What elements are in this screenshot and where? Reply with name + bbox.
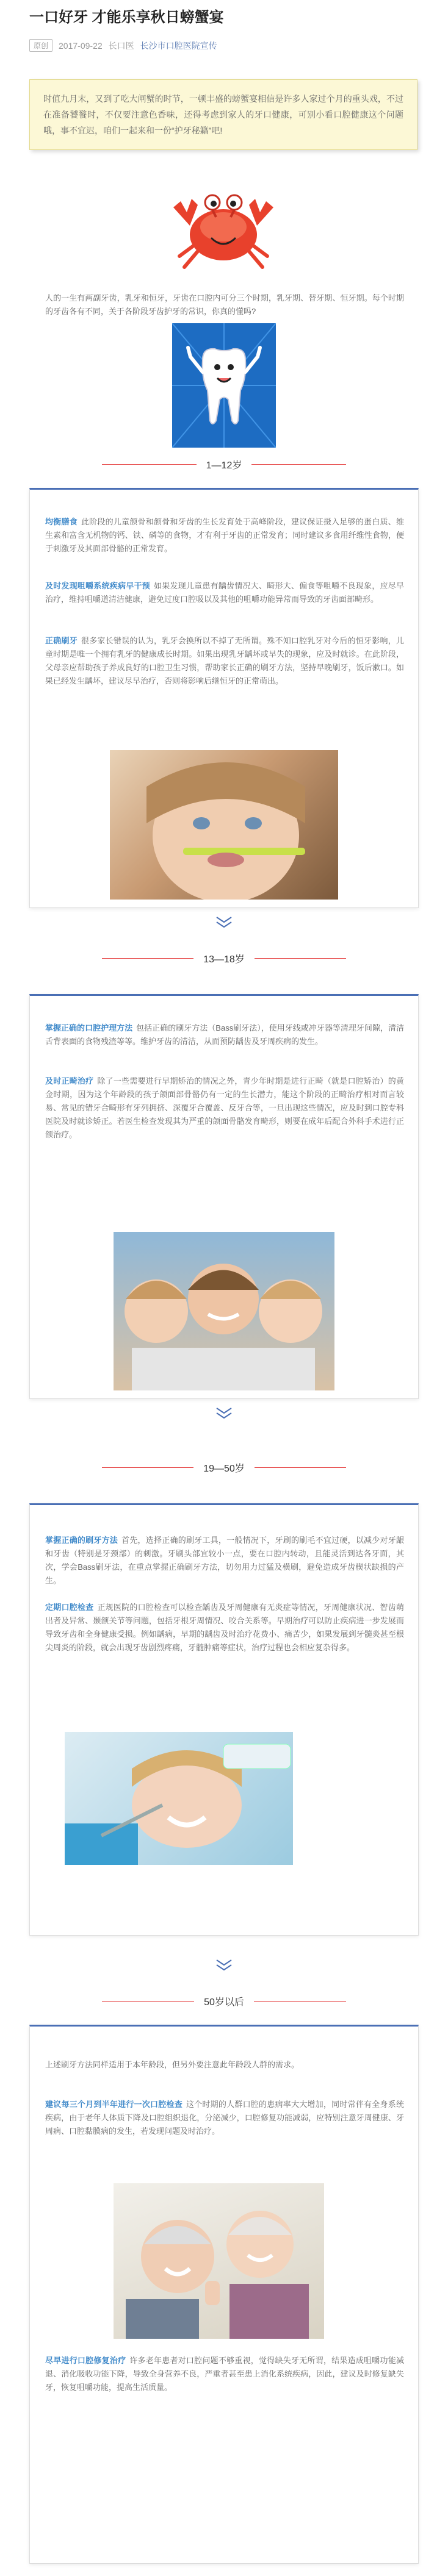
- section-4-para-2: 建议每三个月到半年进行一次口腔检查 这个时期的人群口腔的患病率大大增加，同时常伴有全身系统疾病，由于老年人体质下降及口腔组织退化，分泌减少，口腔修复功能减弱，应特别注意牙周健康、牙周病、口腔黏膜病的发生，若发现问题及时治疗。: [45, 2100, 404, 2136]
- section-4-para-3: 尽早进行口腔修复治疗 许多老年患者对口腔问题不够重视，觉得缺失牙无所谓，结果造成咀嚼功能减退、消化吸收功能下降，导致全身营养不良，严重者甚至患上消化系统疾病，因此，建议及时修复缺失牙，恢复咀嚼功能，提高生活质量。: [45, 2356, 404, 2392]
- section-1-para-3: 正确刷牙 很多家长错误的认为，乳牙会换所以不掉了无所谓。殊不知口腔乳牙对今后的恒牙影响，儿童时期是唯一个拥有乳牙的健康成长时期。如果出现乳牙龋坏或早失的现象，应及时就诊。在此阶段，父母亲应帮助孩子养成良好的口腔卫生习惯，帮助家长正确的刷牙方法，坚持早晚刷牙，饭后漱口。如果已经发生龋坏，建议尽早治疗，否则将影响后继恒牙的正常萌出。: [45, 636, 404, 685]
- tooth-icon: [172, 323, 276, 448]
- article-title: 一口好牙 才能乐享秋日螃蟹宴: [29, 9, 224, 26]
- section-2-para-1: 掌握正确的口腔护理方法 包括正确的刷牙方法（Bass刷牙法），使用牙线或冲牙器等清理牙间隙，清洁舌背表面的食物残渣等等。维护牙齿的清洁，从而预防龋齿及牙周疾病的发生。: [45, 1023, 404, 1046]
- stage-header-4: 50岁以后: [0, 1994, 448, 2008]
- chevron-down-icon: [213, 1958, 235, 1972]
- account-link[interactable]: 长沙市口腔医院宣传: [140, 40, 217, 51]
- stage-header-3: 19—50岁: [0, 1461, 448, 1475]
- section-2-para-2: 及时正畸治疗 除了一些需要进行早期矫治的情况之外，青少年时期是进行正畸（就是口腔矫治）的黄金时期，因为这个年龄段的孩子颌面部骨骼仍有一定的生长潜力，能这个阶段的正畸治疗相对而言较易、常见的错牙合畸形有牙列拥挤、深覆牙合覆盖、反牙合等，一旦出现这些情况，应及时到口腔专科医院及时就诊矫正。若医生检查发现其为严重的颌面骨骼发育畸形，则要在成年后配合外科手术进行正颌治疗。: [45, 1076, 404, 1139]
- section-3-para-2: 定期口腔检查 正规医院的口腔检查可以检查龋齿及牙周健康有无炎症等情况，牙周健康状况、智齿萌出者及异常、颞颌关节等问题，包括牙根牙周情况、咬合关系等。早期治疗可以防止疾病进一步发展而导致牙齿和全身健康受损。例如龋病，早期的龋齿及时治疗花费小、痛苦少，如果发展到牙髓炎甚至根尖周炎的阶段，就会出现牙齿剧烈疼痛，牙髓肿痛等症状，治疗过程也会相应复杂得多。: [45, 1603, 404, 1652]
- original-badge: 原创: [29, 39, 52, 52]
- notice-box: 时值九月末，又到了吃大闸蟹的时节，一顿丰盛的螃蟹宴相信是许多人家过个月的重头戏，不过在准备饕餮时，不仅要注意色香味，还得考虑到家人的牙口健康，可别小看口腔健康这个问题哦，事不宜迟，咱们一起来和一份“护牙秘籍”吧!: [29, 79, 417, 150]
- intro-paragraph: 人的一生有两副牙齿，乳牙和恒牙，牙齿在口腔内可分三个时期，乳牙期、替牙期、恒牙期。每个时期的牙齿各有不同，关于各阶段牙齿护牙的常识，你真的懂吗?: [45, 293, 404, 316]
- author: 长口医: [108, 40, 134, 51]
- stage-header-1: 1—12岁: [0, 457, 448, 471]
- stage-header-2: 13—18岁: [0, 951, 448, 965]
- chevron-down-icon: [213, 915, 235, 929]
- kids-smiling-photo: [114, 1232, 334, 1390]
- section-4-para-1: 上述刷牙方法同样适用于本年龄段，但另外要注意此年龄段人群的需求。: [45, 2060, 300, 2069]
- section-1-para-2: 及时发现咀嚼系统疾病早干预 如果发现儿童患有龋齿情况大、畸形大、偏食等咀嚼不良现象，应尽早治疗，维持咀嚼道清洁健康，避免过度口腔吸以及其他的咀嚼功能异常而导致的牙齿面部畸形。: [45, 581, 404, 604]
- section-3-para-1: 掌握正确的刷牙方法 首先，选择正确的刷牙工具，一般情况下，牙刷的刷毛不宜过硬，以减少对牙龈和牙齿（特别是牙颈部）的刺激。牙刷头部宜较小一点，要在口腔内转动，且能灵活到达各牙面，其次，学会Bass刷牙法，在重点掌握正确刷牙方法，切勿用力过猛及横刷，避免造成牙齿楔状缺损的产生。: [45, 1536, 404, 1585]
- publish-date: 2017-09-22: [59, 40, 103, 51]
- article-meta: [29, 39, 217, 52]
- section-1-para-1: 均衡膳食 此阶段的儿童颌骨和颌骨和牙齿的生长发育处于高峰阶段，建议保证摄入足够的蛋白质、维生素和富含无机物的钙、铁、磷等的食物，才有利于牙齿的正常发育；同时建议多食用纤维性食物，便于刺激牙及其面部骨骼的正常发育。: [45, 517, 404, 553]
- child-brushing-photo: [110, 750, 338, 900]
- elderly-couple-photo: [114, 2183, 324, 2339]
- dental-checkup-photo: [65, 1732, 293, 1865]
- chevron-down-icon: [213, 1406, 235, 1420]
- crab-icon: [162, 177, 284, 281]
